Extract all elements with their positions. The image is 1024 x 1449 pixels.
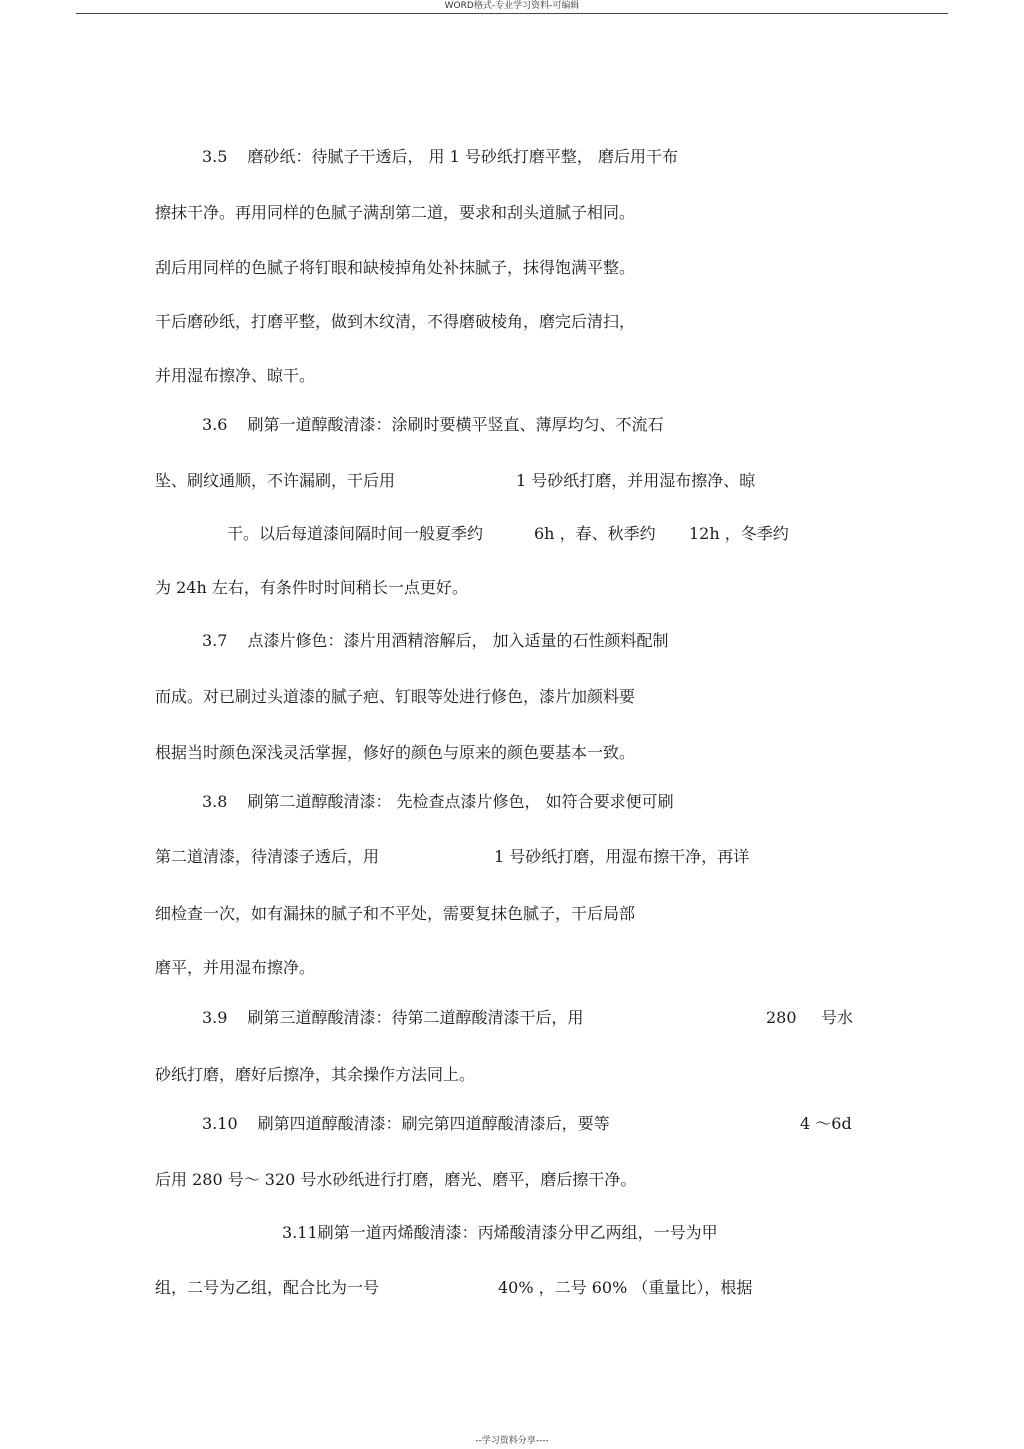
body-text: 6h ，春、秋季约 xyxy=(534,524,656,543)
body-text: 擦抹干净。再用同样的色腻子满刮第二道，要求和刮头道腻子相同。 xyxy=(155,203,636,222)
body-text: 而成。对已刷过头道漆的腻子疤、钉眼等处进行修色，漆片加颜料要 xyxy=(155,687,636,706)
header-divider xyxy=(76,13,948,14)
paragraph-3-10-line-1 xyxy=(202,1113,610,1135)
section-number: 3.7 xyxy=(202,631,228,650)
body-text: 并用湿布擦净、晾干。 xyxy=(155,366,316,385)
body-text: 细检查一次，如有漏抹的腻子和不平处，需要复抹色腻子，干后局部 xyxy=(155,904,636,923)
section-number: 3.11 xyxy=(282,1223,318,1242)
body-text: 刷第一道醇酸清漆：涂刷时要横平竖直、薄厚均匀、不流石 xyxy=(247,415,664,434)
paragraph-3-7-line-1 xyxy=(202,630,669,652)
body-text: 刷第一道丙烯酸清漆：丙烯酸清漆分甲乙两组，一号为甲 xyxy=(317,1223,718,1242)
body-text: 干后磨砂纸，打磨平整，做到木纹清，不得磨破棱角，磨完后清扫， xyxy=(155,312,636,331)
body-text: 坠、刷纹通顺，不许漏刷，干后用 xyxy=(155,471,396,490)
section-number: 3.8 xyxy=(202,792,228,811)
body-text: 号水 xyxy=(821,1008,854,1027)
section-number: 3.5 xyxy=(202,147,228,166)
section-number: 3.9 xyxy=(202,1008,228,1027)
page-header: WORD格式-专业学习资料-可编辑 xyxy=(444,1,580,11)
body-text: 1 号砂纸打磨，并用湿布擦净、晾 xyxy=(516,471,756,490)
body-text: 280 xyxy=(766,1008,797,1027)
body-text: 刷第三道醇酸清漆：待第二道醇酸清漆干后，用 xyxy=(247,1008,584,1027)
paragraph-3-9-line-1 xyxy=(202,1007,583,1029)
body-text: 根据当时颜色深浅灵活掌握，修好的颜色与原来的颜色要基本一致。 xyxy=(155,743,636,762)
paragraph-3-6-line-1 xyxy=(202,414,663,436)
body-text: 刮后用同样的色腻子将钉眼和缺棱掉角处补抹腻子，抹得饱满平整。 xyxy=(155,258,636,277)
section-number: 3.6 xyxy=(202,415,228,434)
body-text: 组，二号为乙组，配合比为一号 xyxy=(155,1278,380,1297)
body-text: 刷第二道醇酸清漆： 先检查点漆片修色， 如符合要求便可刷 xyxy=(247,792,674,811)
body-text: 点漆片修色：漆片用酒精溶解后， 加入适量的石性颜料配制 xyxy=(247,631,669,650)
paragraph-3-11-line-1 xyxy=(282,1222,718,1244)
paragraph-3-5-line-1 xyxy=(202,146,678,168)
page-footer: --学习资料分享---- xyxy=(475,1436,549,1446)
body-text: 刷第四道醇酸清漆：刷完第四道醇酸清漆后，要等 xyxy=(257,1114,610,1133)
body-text: 干。以后每道漆间隔时间一般夏季约 xyxy=(227,524,484,543)
body-text: 磨砂纸：待腻子干透后， 用 1 号砂纸打磨平整， 磨后用干布 xyxy=(247,147,678,166)
body-text: 1 号砂纸打磨，用湿布擦干净，再详 xyxy=(494,847,750,866)
body-text: 后用 280 号～ 320 号水砂纸进行打磨，磨光、磨平，磨后擦干净。 xyxy=(155,1170,637,1189)
body-text: 磨平，并用湿布擦净。 xyxy=(155,958,316,977)
body-text: 12h ，冬季约 xyxy=(689,524,789,543)
body-text: 40% ，二号 60% （重量比），根据 xyxy=(498,1278,753,1297)
body-text: 砂纸打磨，磨好后擦净，其余操作方法同上。 xyxy=(155,1065,476,1084)
section-number: 3.10 xyxy=(202,1114,238,1133)
body-text: 第二道清漆，待清漆子透后，用 xyxy=(155,847,380,866)
paragraph-3-8-line-1 xyxy=(202,791,674,813)
body-text: 为 24h 左右，有条件时时间稍长一点更好。 xyxy=(155,578,468,597)
body-text: 4 ～6d xyxy=(800,1114,852,1133)
